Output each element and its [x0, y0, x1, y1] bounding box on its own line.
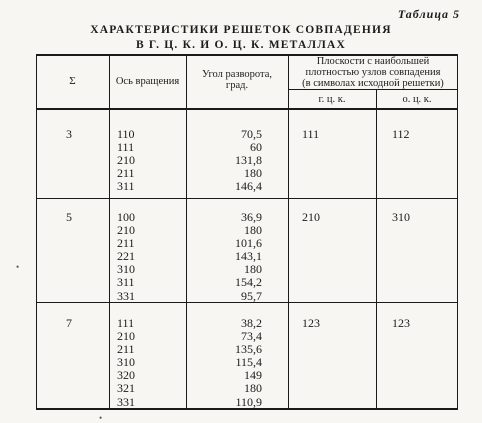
table-title-line-1: ХАРАКТЕРИСТИКИ РЕШЕТОК СОВПАДЕНИЯ	[90, 24, 392, 36]
axis-value: 310	[117, 355, 135, 370]
fcc-plane-value: 123	[302, 316, 320, 330]
angle-value: 101,6	[235, 236, 262, 251]
angle-planes-divider	[288, 54, 289, 410]
axis-angle-divider	[186, 54, 187, 410]
angle-value: 73,4	[241, 329, 262, 344]
angle-value: 143,1	[235, 249, 262, 264]
angle-value: 38,2	[241, 316, 262, 330]
angle-value: 180	[244, 381, 262, 396]
sigma-axis-divider	[109, 54, 110, 410]
axis-value: 111	[117, 140, 135, 155]
angle-value: 115,4	[235, 355, 262, 370]
header-bcc: о. ц. к.	[402, 94, 432, 105]
header-rotation-axis: Ось вращения	[115, 76, 180, 87]
axis-value: 310	[117, 262, 135, 277]
header-sigma: Σ	[69, 75, 76, 87]
angle-value: 95,7	[241, 288, 262, 303]
row-separator-1	[36, 198, 458, 199]
table-label: Таблица 5	[397, 7, 460, 21]
header-planes-line-2: плотностью узлов совпадения	[305, 67, 441, 78]
header-coincidence-planes	[288, 56, 458, 89]
header-rotation-angle-line-2: град.	[225, 80, 249, 91]
header-bottom-rule	[36, 108, 458, 110]
axis-value: 100	[117, 210, 135, 224]
header-rotation-angle-line-1: Угол разворота,	[201, 69, 273, 80]
angle-value: 135,6	[235, 342, 262, 357]
angle-value: 131,8	[235, 153, 262, 168]
bcc-plane-value: 123	[392, 316, 410, 330]
scan-speck: •	[16, 262, 20, 272]
sigma-value: 3	[66, 127, 72, 141]
rotation-angles	[228, 128, 262, 193]
axis-value: 210	[117, 153, 135, 168]
angle-value: 36,9	[241, 210, 262, 224]
planes-subheader-rule	[288, 89, 458, 90]
rotation-axes	[117, 128, 157, 193]
axis-value: 110	[117, 127, 135, 141]
sigma-value: 5	[66, 210, 72, 224]
axis-value: 331	[117, 394, 135, 409]
rotation-angles	[228, 317, 262, 409]
angle-value: 110,9	[235, 394, 262, 409]
axis-value: 211	[117, 236, 135, 251]
header-planes-line-3: (в символах исходной решетки)	[302, 78, 444, 89]
axis-value: 211	[117, 166, 135, 181]
axis-value: 321	[117, 381, 135, 396]
axis-value: 311	[117, 275, 135, 290]
rotation-axes	[117, 211, 157, 303]
table-title-line-2: В Г. Ц. К. И О. Ц. К. МЕТАЛЛАХ	[135, 39, 347, 51]
angle-value: 154,2	[235, 275, 262, 290]
header-rotation-angle	[186, 69, 288, 91]
table-left-border	[36, 54, 37, 410]
rotation-angles	[228, 211, 262, 303]
header-fcc: г. ц. к.	[318, 94, 346, 105]
angle-value: 146,4	[235, 179, 262, 194]
angle-value: 149	[244, 368, 262, 383]
angle-value: 70,5	[241, 127, 262, 141]
scan-speck: •	[99, 413, 103, 423]
bcc-plane-value: 310	[392, 210, 410, 224]
axis-value: 210	[117, 223, 135, 238]
bcc-plane-value: 112	[392, 127, 410, 141]
sigma-value: 7	[66, 316, 72, 330]
axis-value: 111	[117, 316, 135, 330]
axis-value: 221	[117, 249, 135, 264]
angle-value: 180	[244, 166, 262, 181]
table-right-border	[457, 54, 458, 410]
rotation-axes	[117, 317, 157, 409]
angle-value: 60	[250, 140, 262, 155]
fcc-plane-value: 210	[302, 210, 320, 224]
fcc-plane-value: 111	[302, 127, 320, 141]
angle-value: 180	[244, 223, 262, 238]
data-table	[36, 54, 458, 410]
axis-value: 311	[117, 179, 135, 194]
axis-value: 210	[117, 329, 135, 344]
fcc-bcc-divider	[376, 89, 377, 410]
angle-value: 180	[244, 262, 262, 277]
axis-value: 331	[117, 288, 135, 303]
axis-value: 320	[117, 368, 135, 383]
axis-value: 211	[117, 342, 135, 357]
header-planes-line-1: Плоскости с наибольшей	[316, 56, 430, 67]
